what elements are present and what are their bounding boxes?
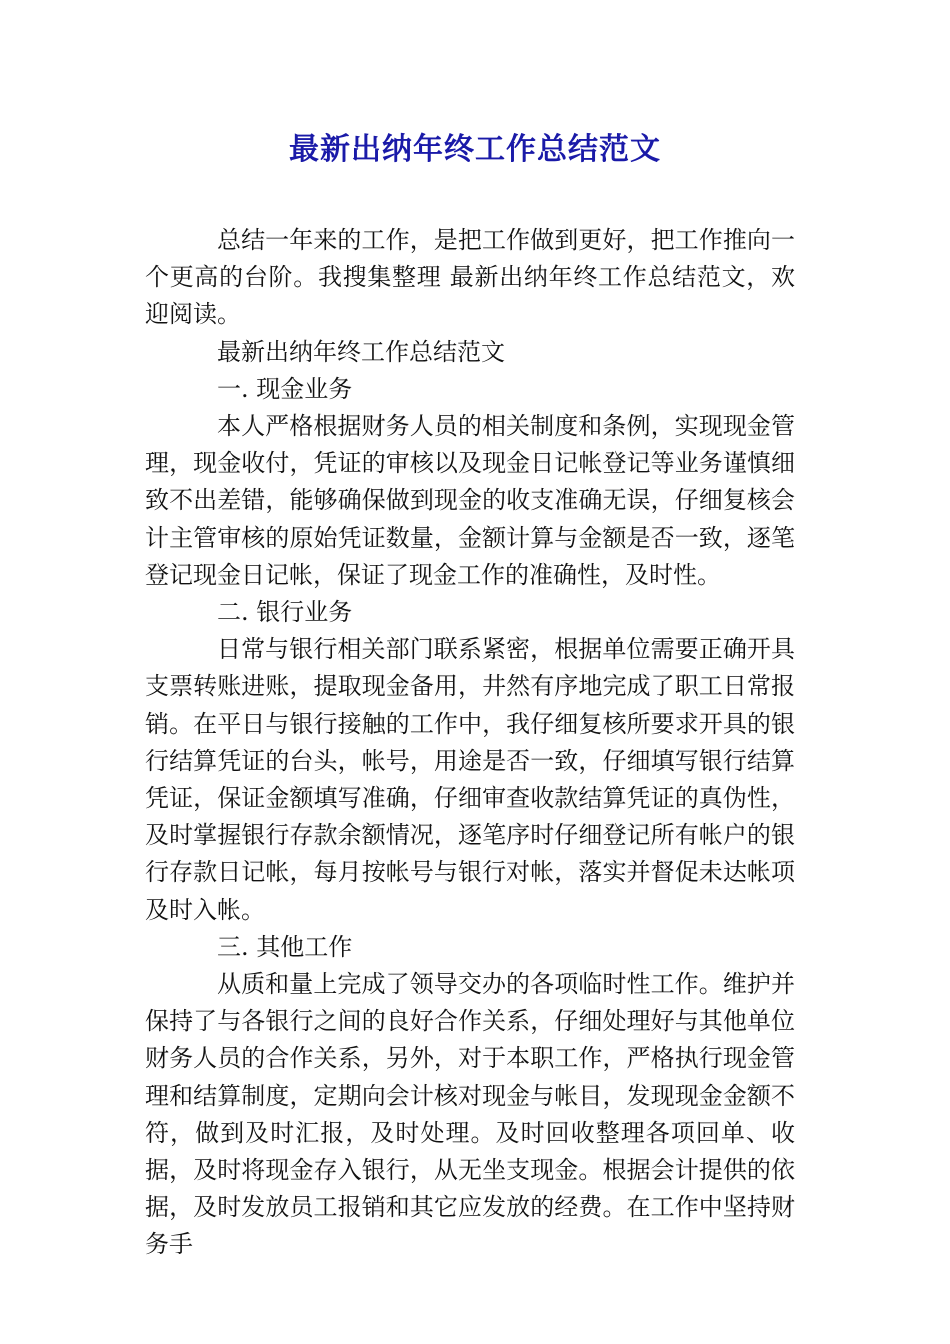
subtitle-paragraph: 最新出纳年终工作总结范文 [217,337,505,366]
section-heading-other: 三. 其他工作 [217,932,353,961]
document-title: 最新出纳年终工作总结范文 [289,132,661,167]
section-heading-cash: 一. 现金业务 [217,374,353,403]
section-heading-bank: 二. 银行业务 [217,598,353,627]
other-work-paragraph: 从质和量上完成了领导交办的各项临时性工作。维护并保持了与各银行之间的良好合作关系，仔细处理好与其他单位财务人员的合作关系，另外，对于本职工作，严格执行现金管理和结算制度，定期向会计核对现金与帐目，发现现金金额不符，做到及时汇报，及时处理。及时回收整理各项回单、收据，及时将现金存入银行，从无坐支现金。根据会计提供的依据，及时发放员工报销和其它应发放的经费。在工作中坚持财务手 [145,970,795,1259]
bank-business-paragraph: 日常与银行相关部门联系紧密，根据单位需要正确开具支票转账进账，提取现金备用，井然有序地完成了职工日常报销。在平日与银行接触的工作中，我仔细复核所要求开具的银行结算凭证的台头，帐号，用途是否一致，仔细填写银行结算凭证，保证金额填写准确，仔细审查收款结算凭证的真伪性，及时掌握银行存款余额情况，逐笔序时仔细登记所有帐户的银行存款日记帐，每月按帐号与银行对帐，落实并督促未达帐项及时入帐。 [145,635,795,924]
cash-business-paragraph: 本人严格根据财务人员的相关制度和条例，实现现金管理，现金收付，凭证的审核以及现金日记帐登记等业务谨慎细致不出差错，能够确保做到现金的收支准确无误，仔细复核会计主管审核的原始凭证数量，金额计算与金额是否一致，逐笔登记现金日记帐，保证了现金工作的准确性，及时性。 [145,412,795,589]
document-body [145,222,795,1264]
intro-paragraph: 总结一年来的工作，是把工作做到更好，把工作推向一个更高的台阶。我搜集整理 最新出纳年终工作总结范文，欢迎阅读。 [145,226,795,329]
